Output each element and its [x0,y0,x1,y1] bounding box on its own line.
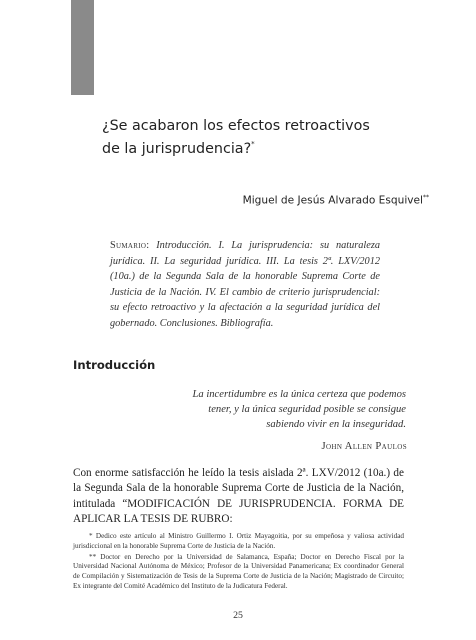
epigraph-line-3: sabiendo vivir en la inseguridad. [266,418,406,430]
section-heading: Introducción [73,358,156,372]
summary-text: Introducción. I. La jurisprudencia: su naturaleza jurídica. II. La seguridad jurídica. III. La tesis 2ª. LXV/2012 (10a.) de la Segunda Sala de la honorable Suprema Corte de Justicia de la Nación. IV. El cambio de criterio jurisprudencial: su efecto retroactivo y la afectación a la seguridad jurídica del gobernado. Conclusiones. Bibliografía. [110,240,381,329]
author-footnote-mark: ** [423,194,429,201]
footnotes [73,532,404,593]
summary-label: Sumario: [110,240,150,251]
summary-block [110,238,380,332]
epigraph-author: John Allen Paulos [321,441,407,452]
title-line-2-text: de la jurisprudencia? [102,140,252,157]
epigraph-quote [166,388,406,432]
title-line-1: ¿Se acabaron los efectos retroactivos [102,118,370,134]
author-byline [243,194,429,207]
footnote-2: ** Doctor en Derecho por la Universidad de Salamanca, España; Doctor en Derecho Fiscal por la Universidad Nacional Autónoma de México; Profesor de la Universidad Panamericana; Ex coordinador General de Compilación y Sistematización de Tesis de la Suprema Corte de Justicia de la Nación; Magistrado de Circuito; Ex integrante del Comité Académico del Instituto de la Judicatura Federal. [73,552,404,590]
decorative-gray-bar [71,0,94,95]
title-line-2 [102,136,442,159]
epigraph-line-2: tener, y la única seguridad posible se consigue [208,403,406,415]
article-title [102,117,442,159]
title-footnote-mark: * [251,140,255,148]
author-name: Miguel de Jesús Alvarado Esquivel [242,194,423,207]
page-number: 25 [233,610,243,621]
body-paragraph: Con enorme satisfacción he leído la tesis aislada 2ª. LXV/2012 (10a.) de la Segunda Sala de la honorable Suprema Corte de Justicia de la Nación, intitulada “MODIFICACIÓN DE JURISPRUDENCIA. FORMA DE APLICAR LA TESIS DE RUBRO: [73,467,404,525]
footnote-1: * Dedico este artículo al Ministro Guillermo I. Ortiz Mayagoitia, por su empeñosa y valiosa actividad jurisdiccional en la honorable Suprema Corte de Justicia de la Nación. [73,532,404,550]
epigraph-line-1: La incertidumbre es la única certeza que podemos [192,389,406,400]
